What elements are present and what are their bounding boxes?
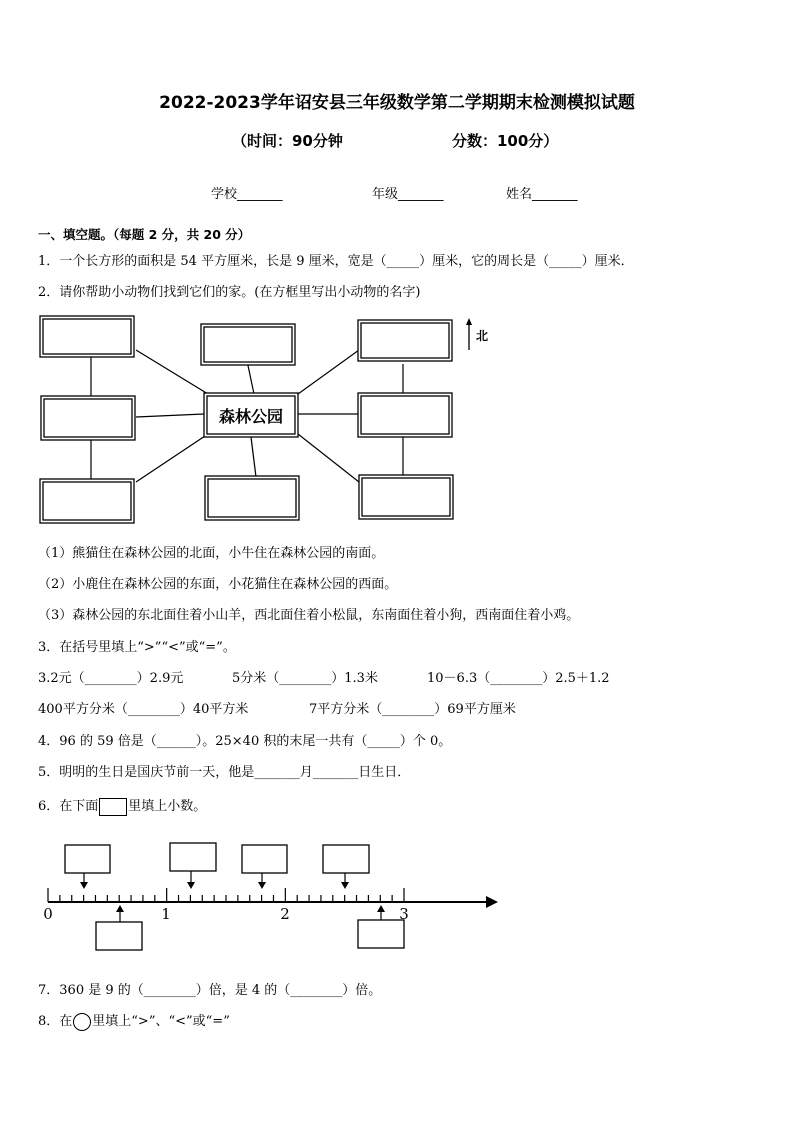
question-6 [38,795,206,816]
north-label: 北 [475,329,489,343]
answer-box-top-1[interactable] [65,845,110,873]
question-3-e: 7平方分米（________）69平方厘米 [309,702,516,717]
section-heading: 一、填空题。（每题 2 分，共 20 分） [38,227,251,242]
answer-box-top-2[interactable] [170,843,216,871]
question-8-suffix: 里填上“>”、“<”或“=” [92,1014,230,1029]
question-2: 2．请你帮助小动物们找到它们的家。(在方框里写出小动物的名字) [38,285,421,300]
question-3: 3．在括号里填上“>”“<”或“=”。 [38,640,236,655]
question-6-suffix: 里填上小数。 [128,799,207,814]
question-7: 7．360 是 9 的（________）倍，是 4 的（________）倍。 [38,983,382,998]
question-2-note-1: （1）熊猫住在森林公园的北面，小牛住在森林公园的南面。 [38,546,385,561]
answer-box-icon [99,798,127,816]
question-2-note-3: （3）森林公园的东北面住着小山羊，西北面住着小松鼠，东南面住着小狗，西南面住着小鸡。 [38,608,580,623]
tick-label-0: 0 [43,905,53,923]
answer-box-top-3[interactable] [242,845,287,873]
page-title: 2022-2023学年诏安县三年级数学第二学期期末检测模拟试题 [159,93,635,113]
name-field: 姓名_______ [506,187,578,202]
circle-icon [73,1013,91,1031]
question-8 [38,1010,230,1031]
question-6-prefix: 6．在下面 [38,799,99,814]
grade-field: 年级_______ [372,187,444,202]
exam-time: （时间：90分钟 [232,132,343,150]
tick-label-1: 1 [161,905,171,923]
question-3-b: 5分米（________）1.3米 [232,671,378,686]
question-2-note-2: （2）小鹿住在森林公园的东面，小花猫住在森林公园的西面。 [38,577,398,592]
question-3-c: 10－6.3（________）2.5＋1.2 [427,671,610,686]
tick-label-2: 2 [280,905,290,923]
question-8-prefix: 8．在 [38,1014,73,1029]
question-3-d: 400平方分米（________）40平方米 [38,702,249,717]
question-5: 5．明明的生日是国庆节前一天，他是_______月_______日生日． [38,765,411,780]
question-3-a: 3.2元（________）2.9元 [38,671,184,686]
exam-score: 分数：100分） [452,132,559,150]
question-4: 4．96 的 59 倍是（______）。25×40 积的末尾一共有（_____）个 0。 [38,734,452,749]
tick-label-3: 3 [399,905,409,923]
school-field: 学校_______ [211,187,283,202]
forest-park-map [36,312,506,530]
answer-box-bottom-1[interactable] [96,922,142,950]
answer-box-top-4[interactable] [323,845,369,873]
answer-box-bottom-2[interactable] [358,920,404,948]
number-line [36,838,506,954]
forest-park-label: 森林公园 [218,407,284,426]
question-1: 1．一个长方形的面积是 54 平方厘米，长是 9 厘米，宽是（_____）厘米，它的周长是（_____）厘米． [38,254,634,269]
